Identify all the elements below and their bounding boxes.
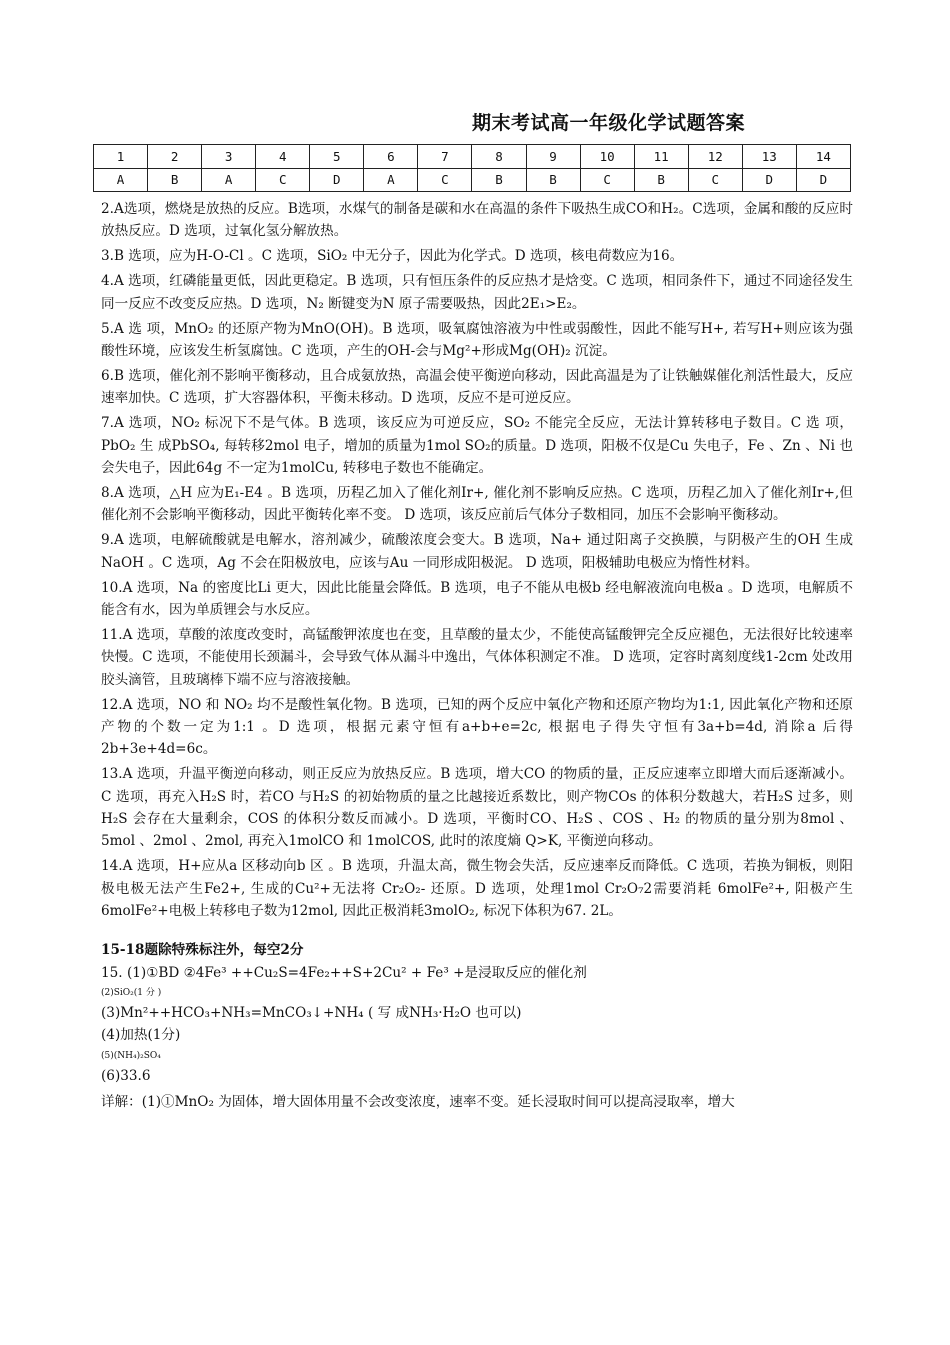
question-number: 8 (472, 145, 526, 169)
question-number: 5 (310, 145, 364, 169)
answer-letter: C (256, 168, 310, 192)
question-number: 6 (364, 145, 418, 169)
explanation-q14: 14.A 选项，H+应从a 区移动向b 区 。B 选项，升温太高，微生物会失活，反应速率反而降低。C 选项，若换为铜板，则阳极电极无法产生Fe2+, 生成的Cu²+无法将 Cr₂O₂- 还原。D 选项，处理1mol Cr₂O₇2需要消耗 6molFe²+, 阳极产生6molFe²+电极上转移电子数为12mol, 因此正极消耗3molO₂, 标况下体积为67. 2L。 (101, 858, 853, 920)
question-number: 3 (202, 145, 256, 169)
q15-part2: (2)SiO₂(1 分 ) (101, 987, 162, 998)
answer-letter: C (580, 168, 634, 192)
answer-table-number-row (94, 145, 851, 169)
explanation-q8: 8.A 选项，△H 应为E₁-E4 。B 选项，历程乙加入了催化剂Ir+, 催化剂不影响反应热。C 选项，历程乙加入了催化剂Ir+,但催化剂不会影响平衡移动，因此平衡转化率不变。 D 选项，该反应前后气体分子数相同，加压不会影响平衡移动。 (101, 484, 853, 524)
answer-letter: D (742, 168, 796, 192)
answer-letter: B (526, 168, 580, 192)
answer-letter: B (634, 168, 688, 192)
q15-part3: (3)Mn²++HCO₃+NH₃=MnCO₃↓+NH₄ ( 写 成NH₃·H₂O 也可以) (101, 1004, 522, 1021)
question-number: 4 (256, 145, 310, 169)
answer-table-answer-row (94, 168, 851, 192)
q15-part5: (5)(NH₄)₂SO₄ (101, 1050, 161, 1061)
explanation-q5: 5.A 选 项，MnO₂ 的还原产物为MnO(OH)。B 选项，吸氧腐蚀溶液为中性或弱酸性，因此不能写H+, 若写H+则应该为强酸性环境，应该发生析氢腐蚀。C 选项，产生的OH-会与Mg²+形成Mg(OH)₂ 沉淀。 (101, 320, 853, 359)
answer-letter: A (364, 168, 418, 192)
answer-letter: C (418, 168, 472, 192)
answer-letter: B (472, 168, 526, 192)
explanation-q6: 6.B 选项，催化剂不影响平衡移动，且合成氨放热，高温会使平衡逆向移动，因此高温是为了让铁触媒催化剂活性最大，反应速率加快。C 选项，扩大容器体积，平衡未移动。D 选项，反应不是可逆反应。 (101, 367, 853, 407)
answer-letter: D (796, 168, 850, 192)
question-number: 11 (634, 145, 688, 169)
scoring-note: 15-18题除特殊标注外，每空2分 (101, 942, 304, 959)
question-number: 1 (94, 145, 148, 169)
answer-letter: A (202, 168, 256, 192)
question-number: 2 (148, 145, 202, 169)
explanation-q9: 9.A 选项，电解硫酸就是电解水，溶剂减少，硫酸浓度会变大。B 选项，Na+ 通过阳离子交换膜，与阴极产生的OH 生成NaOH 。C 选项，Ag 不会在阳极放电，应该与Au 一同形成阳极泥。 D 选项，阳极辅助电极应为惰性材料。 (101, 532, 853, 571)
question-number: 12 (688, 145, 742, 169)
explanation-q7: 7.A 选项，NO₂ 标况下不是气体。B 选项，该反应为可逆反应，SO₂ 不能完全反应，无法计算转移电子数目。C 选 项，PbO₂ 生 成PbSO₄, 每转移2mol 电子，增加的质量为1mol SO₂的质量。D 选项，阳极不仅是Cu 失电子，Fe 、Zn 、Ni 也会失电子，因此64g 不一定为1molCu, 转移电子数也不能确定。 (101, 415, 853, 476)
question-number: 7 (418, 145, 472, 169)
q15-part1: 15. (1)①BD ②4Fe³ ++Cu₂S=4Fe₂++S+2Cu² + Fe³ +是浸取反应的催化剂 (101, 964, 587, 981)
page-title: 期末考试高一年级化学试题答案 (472, 112, 746, 134)
explanation-q12: 12.A 选项，NO 和 NO₂ 均不是酸性氧化物。B 选项，已知的两个反应中氧化产物和还原产物均为1:1, 因此氧化产物和还原产物的个数一定为1:1 。D 选项，根据元素守恒有a+b+e=2c, 根据电子得失守恒有3a+b=4d, 消除a 后得2b+3e+4d=6c。 (101, 696, 853, 758)
explanation-q4: 4.A 选项，红磷能量更低，因此更稳定。B 选项，只有恒压条件的反应热才是焓变。C 选项，相同条件下，通过不同途径发生同一反应不改变反应热。D 选项，N₂ 断键变为N 原子需要吸热，因此2E₁>E₂。 (101, 273, 853, 312)
explanations-body (101, 198, 853, 1114)
q15-part6: (6)33.6 (101, 1067, 151, 1084)
answer-letter: C (688, 168, 742, 192)
answer-letter: A (94, 168, 148, 192)
answer-letter: B (148, 168, 202, 192)
section-gap (101, 925, 853, 939)
explanation-q11: 11.A 选项，草酸的浓度改变时，高锰酸钾浓度也在变，且草酸的量太少，不能使高锰酸钾完全反应褪色，无法很好比较速率快慢。C 选项，不能使用长颈漏斗，会导致气体从漏斗中逸出，气体体积测定不准。 D 选项，定容时离刻度线1-2cm 处改用胶头滴管，且玻璃棒下端不应与溶液接触。 (101, 626, 853, 688)
explanation-q2: 2.A选项，燃烧是放热的反应。B选项，水煤气的制备是碳和水在高温的条件下吸热生成CO和H₂。C选项，金属和酸的反应时放热反应。D 选项，过氧化氢分解放热。 (101, 201, 853, 240)
answer-table (93, 144, 851, 192)
explanation-q13: 13.A 选项，升温平衡逆向移动，则正反应为放热反应。B 选项，增大CO 的物质的量，正反应速率立即增大而后逐渐减小。C 选项，再充入H₂S 时，若CO 与H₂S 的初始物质的量之比越接近系数比，则产物COs 的体积分数越大，若H₂S 过多，则H₂S 会存在大量剩余，COS 的体积分数反而减小。D 选项，平衡时CO、H₂S 、COS 、H₂ 的物质的量分别为8mol 、5mol 、2mol 、2mol, 再充入1molCO 和 1molCOS, 此时的浓度熵 Q>K, 平衡逆向移动。 (101, 766, 853, 850)
explanation-q10: 10.A 选项，Na 的密度比Li 更大，因此比能量会降低。B 选项，电子不能从电极b 经电解液流向电极a 。D 选项，电解质不能含有水，因为单质锂会与水反应。 (101, 579, 853, 618)
question-number: 9 (526, 145, 580, 169)
question-number: 14 (796, 145, 850, 169)
question-number: 10 (580, 145, 634, 169)
answer-letter: D (310, 168, 364, 192)
q15-part4: (4)加热(1分) (101, 1027, 181, 1044)
q15-detail: 详解：(1)①MnO₂ 为固体，增大固体用量不会改变浓度，速率不变。延长浸取时间可以提高浸取率，增大 (101, 1094, 735, 1111)
question-number: 13 (742, 145, 796, 169)
explanation-q3: 3.B 选项，应为H-O-Cl 。C 选项，SiO₂ 中无分子，因此为化学式。D 选项，核电荷数应为16。 (101, 248, 684, 265)
